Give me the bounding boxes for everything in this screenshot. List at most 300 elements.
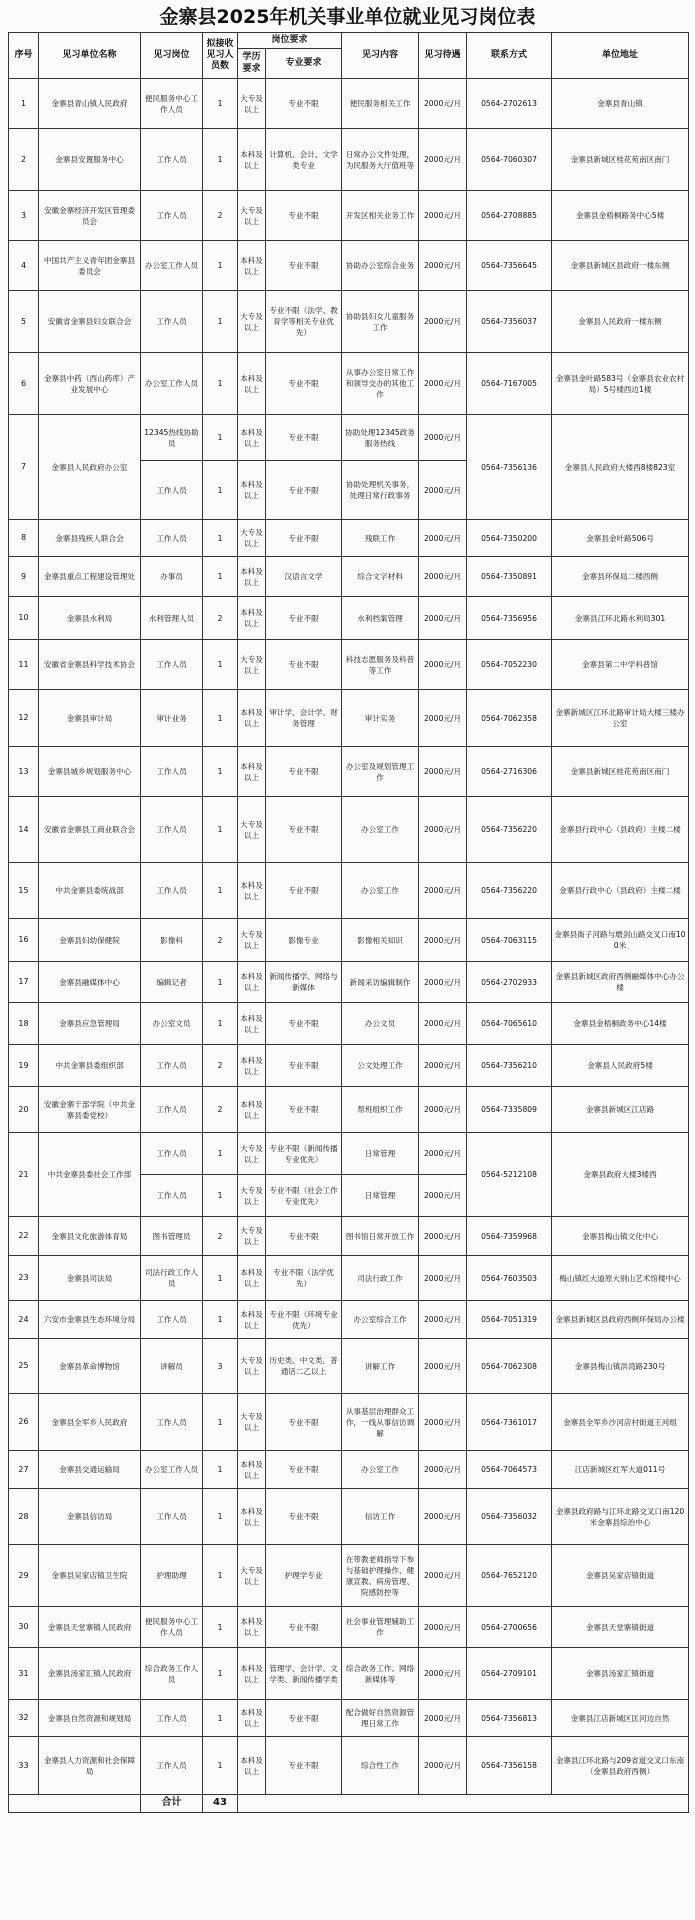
row-phone: 0564-2708885 xyxy=(467,191,552,241)
row-unit: 金寨县水利局 xyxy=(39,597,141,640)
row-no: 2 xyxy=(9,129,39,191)
row-count: 1 xyxy=(203,962,238,1003)
row-count: 1 xyxy=(203,640,238,690)
row-phone: 0564-7350200 xyxy=(467,520,552,557)
row-unit: 金寨县应急管理局 xyxy=(39,1003,141,1045)
row-address: 金寨县人民政府5楼 xyxy=(552,1045,689,1087)
row-phone: 0564-7359968 xyxy=(467,1217,552,1256)
row-phone: 0564-5212108 xyxy=(467,1133,552,1217)
row-post: 影像科 xyxy=(141,919,203,962)
row-pay: 2000元/月 xyxy=(419,1737,467,1795)
row-no: 9 xyxy=(9,557,39,597)
row-unit: 金寨县审计局 xyxy=(39,690,141,747)
row-edu: 大专及以上 xyxy=(238,797,266,863)
row-count: 1 xyxy=(203,797,238,863)
row-count: 1 xyxy=(203,1648,238,1700)
row-edu: 本科及以上 xyxy=(238,747,266,797)
row-unit: 中国共产主义青年团金寨县委员会 xyxy=(39,241,141,291)
row-post: 工作人员 xyxy=(141,863,203,919)
table-row xyxy=(9,1737,689,1795)
row-count: 1 xyxy=(203,1700,238,1737)
row-post: 工作人员 xyxy=(141,191,203,241)
table-row xyxy=(9,640,689,690)
row-edu: 大专及以上 xyxy=(238,291,266,353)
row-post: 办公室文员 xyxy=(141,1003,203,1045)
row-content: 图书馆日常开放工作 xyxy=(342,1217,419,1256)
row-post: 工作人员 xyxy=(141,129,203,191)
row-unit: 金寨县全军乡人民政府 xyxy=(39,1394,141,1451)
row-major: 专业不限 xyxy=(266,1394,342,1451)
row-no: 1 xyxy=(9,79,39,129)
table-row xyxy=(9,353,689,415)
row-major: 专业不限 xyxy=(266,1003,342,1045)
row-pay: 2000元/月 xyxy=(419,191,467,241)
row-major: 审计学、会计学、财务管理 xyxy=(266,690,342,747)
table-row xyxy=(9,797,689,863)
table-row xyxy=(9,863,689,919)
row-pay: 2000元/月 xyxy=(419,129,467,191)
row-pay: 2000元/月 xyxy=(419,962,467,1003)
row-major: 专业不限 xyxy=(266,191,342,241)
row-count: 1 xyxy=(203,557,238,597)
row-count: 1 xyxy=(203,690,238,747)
row-count: 1 xyxy=(203,241,238,291)
row-unit: 金寨县司法局 xyxy=(39,1256,141,1301)
row-count: 2 xyxy=(203,191,238,241)
row-pay: 2000元/月 xyxy=(419,557,467,597)
row-address: 金寨县天堂寨镇街道 xyxy=(552,1607,689,1648)
row-post: 图书管理员 xyxy=(141,1217,203,1256)
row-no: 5 xyxy=(9,291,39,353)
row-count: 3 xyxy=(203,1339,238,1394)
table-row xyxy=(9,1451,689,1489)
row-address: 金寨县梅山镇文化中心 xyxy=(552,1217,689,1256)
row-phone: 0564-7335809 xyxy=(467,1087,552,1133)
row-count: 1 xyxy=(203,747,238,797)
row-content: 协助处理12345政务服务热线 xyxy=(342,415,419,461)
row-post: 办公室工作人员 xyxy=(141,1451,203,1489)
row-post: 工作人员 xyxy=(141,1301,203,1339)
row-no: 19 xyxy=(9,1045,39,1087)
row-pay: 2000元/月 xyxy=(419,1045,467,1087)
header-phone: 联系方式 xyxy=(467,33,552,79)
row-count: 1 xyxy=(203,353,238,415)
row-phone: 0564-7065610 xyxy=(467,1003,552,1045)
row-phone: 0564-2702613 xyxy=(467,79,552,129)
row-no: 23 xyxy=(9,1256,39,1301)
table-row xyxy=(9,1339,689,1394)
row-major: 专业不限（新闻传播专业优先） xyxy=(266,1133,342,1175)
table-row xyxy=(9,747,689,797)
row-unit: 金寨县安置服务中心 xyxy=(39,129,141,191)
row-no: 14 xyxy=(9,797,39,863)
row-count: 2 xyxy=(203,597,238,640)
row-edu: 本科及以上 xyxy=(238,241,266,291)
row-address: 金寨县梅山镇洪湾路230号 xyxy=(552,1339,689,1394)
header-edu: 学历要求 xyxy=(238,49,266,79)
row-no: 11 xyxy=(9,640,39,690)
row-count: 2 xyxy=(203,919,238,962)
total-row xyxy=(9,1795,689,1813)
row-address: 金寨县人民政府大楼西8楼823室 xyxy=(552,415,689,520)
row-edu: 本科及以上 xyxy=(238,415,266,461)
row-edu: 大专及以上 xyxy=(238,79,266,129)
row-major: 专业不限 xyxy=(266,1217,342,1256)
page-title: 金寨县2025年机关事业单位就业见习岗位表 xyxy=(159,6,536,28)
row-unit: 安徽金寨经济开发区管理委员会 xyxy=(39,191,141,241)
row-post: 司法行政工作人员 xyxy=(141,1256,203,1301)
row-post: 工作人员 xyxy=(141,797,203,863)
row-post: 办事员 xyxy=(141,557,203,597)
row-pay: 2000元/月 xyxy=(419,1301,467,1339)
row-no: 30 xyxy=(9,1607,39,1648)
row-pay: 2000元/月 xyxy=(419,79,467,129)
row-content: 信访工作 xyxy=(342,1489,419,1545)
row-phone: 0564-7356136 xyxy=(467,415,552,520)
row-count: 1 xyxy=(203,1545,238,1607)
row-pay: 2000元/月 xyxy=(419,1451,467,1489)
header-content: 见习内容 xyxy=(342,33,419,79)
row-no: 31 xyxy=(9,1648,39,1700)
table-row xyxy=(9,1648,689,1700)
row-no: 10 xyxy=(9,597,39,640)
row-pay: 2000元/月 xyxy=(419,640,467,690)
row-edu: 本科及以上 xyxy=(238,1489,266,1545)
row-content: 日常办公文件处理，为民服务大厅值班等 xyxy=(342,129,419,191)
row-post: 工作人员 xyxy=(141,1175,203,1217)
row-phone: 0564-7356813 xyxy=(467,1700,552,1737)
row-major: 专业不限（环境专业优先） xyxy=(266,1301,342,1339)
row-post: 便民服务中心工作人员 xyxy=(141,79,203,129)
row-post: 工作人员 xyxy=(141,747,203,797)
row-edu: 大专及以上 xyxy=(238,640,266,690)
table-row xyxy=(9,291,689,353)
row-phone: 0564-7064573 xyxy=(467,1451,552,1489)
header-major: 专业要求 xyxy=(266,49,342,79)
row-address: 梅山镇红大道原大别山艺术馆楼中心 xyxy=(552,1256,689,1301)
row-edu: 本科及以上 xyxy=(238,1003,266,1045)
row-major: 专业不限 xyxy=(266,1737,342,1795)
row-count: 1 xyxy=(203,863,238,919)
row-no: 21 xyxy=(9,1133,39,1217)
row-content: 社会事业管理辅助工作 xyxy=(342,1607,419,1648)
row-edu: 大专及以上 xyxy=(238,1339,266,1394)
header-unit: 见习单位名称 xyxy=(39,33,141,79)
row-phone: 0564-7652120 xyxy=(467,1545,552,1607)
row-address: 金寨县吴家店镇街道 xyxy=(552,1545,689,1607)
row-phone: 0564-7063115 xyxy=(467,919,552,962)
row-edu: 大专及以上 xyxy=(238,191,266,241)
row-phone: 0564-7167005 xyxy=(467,353,552,415)
row-edu: 本科及以上 xyxy=(238,1607,266,1648)
row-content: 协助县妇女儿童服务工作 xyxy=(342,291,419,353)
row-phone: 0564-7356220 xyxy=(467,797,552,863)
row-post: 便民服务中心工作人员 xyxy=(141,1607,203,1648)
row-edu: 大专及以上 xyxy=(238,1394,266,1451)
row-phone: 0564-7356037 xyxy=(467,291,552,353)
table-row xyxy=(9,79,689,129)
row-address: 金寨县政府路与江环北路交叉口南120米金寨县综治中心 xyxy=(552,1489,689,1545)
row-major: 专业不限 xyxy=(266,747,342,797)
row-content: 办公室工作 xyxy=(342,1451,419,1489)
table-row xyxy=(9,415,689,461)
table-row xyxy=(9,1045,689,1087)
row-no: 25 xyxy=(9,1339,39,1394)
table-row xyxy=(9,597,689,640)
row-post: 工作人员 xyxy=(141,1394,203,1451)
row-unit: 金寨县妇幼保健院 xyxy=(39,919,141,962)
row-count: 1 xyxy=(203,129,238,191)
row-post: 工作人员 xyxy=(141,461,203,520)
row-phone: 0564-7603503 xyxy=(467,1256,552,1301)
row-content: 综合文字材料 xyxy=(342,557,419,597)
row-unit: 中共金寨县委组织部 xyxy=(39,1045,141,1087)
row-major: 专业不限（社会工作专业优先） xyxy=(266,1175,342,1217)
row-no: 29 xyxy=(9,1545,39,1607)
row-major: 管理学、会计学、文学类、新闻传播学类 xyxy=(266,1648,342,1700)
row-pay: 2000元/月 xyxy=(419,1133,467,1175)
row-pay: 2000元/月 xyxy=(419,1607,467,1648)
row-no: 13 xyxy=(9,747,39,797)
row-count: 1 xyxy=(203,1133,238,1175)
row-major: 新闻传播学、网络与新媒体 xyxy=(266,962,342,1003)
row-count: 2 xyxy=(203,1045,238,1087)
row-content: 办公室工作 xyxy=(342,797,419,863)
row-phone: 0564-7356645 xyxy=(467,241,552,291)
row-major: 专业不限 xyxy=(266,241,342,291)
row-no: 24 xyxy=(9,1301,39,1339)
row-major: 专业不限 xyxy=(266,1489,342,1545)
table-row xyxy=(9,1700,689,1737)
table-row xyxy=(9,962,689,1003)
header-post: 见习岗位 xyxy=(141,33,203,79)
row-count: 1 xyxy=(203,1737,238,1795)
row-edu: 本科及以上 xyxy=(238,597,266,640)
row-edu: 本科及以上 xyxy=(238,1737,266,1795)
row-edu: 本科及以上 xyxy=(238,557,266,597)
row-edu: 本科及以上 xyxy=(238,962,266,1003)
row-content: 残联工作 xyxy=(342,520,419,557)
row-count: 2 xyxy=(203,1217,238,1256)
row-content: 新闻采访编辑制作 xyxy=(342,962,419,1003)
row-no: 6 xyxy=(9,353,39,415)
header-address: 单位地址 xyxy=(552,33,689,79)
row-phone: 0564-7361017 xyxy=(467,1394,552,1451)
row-count: 1 xyxy=(203,1003,238,1045)
row-pay: 2000元/月 xyxy=(419,1545,467,1607)
row-major: 专业不限 xyxy=(266,520,342,557)
row-count: 1 xyxy=(203,1256,238,1301)
row-unit: 金寨县城乡规划服务中心 xyxy=(39,747,141,797)
row-content: 司法行政工作 xyxy=(342,1256,419,1301)
row-address: 金寨县江环北路与209省道交叉口东南（金寨县政府西侧） xyxy=(552,1737,689,1795)
row-phone: 0564-7060307 xyxy=(467,129,552,191)
row-post: 工作人员 xyxy=(141,520,203,557)
row-content: 影像相关知识 xyxy=(342,919,419,962)
row-major: 影像专业 xyxy=(266,919,342,962)
row-count: 1 xyxy=(203,1489,238,1545)
row-no: 18 xyxy=(9,1003,39,1045)
row-major: 护理学专业 xyxy=(266,1545,342,1607)
table-row xyxy=(9,1256,689,1301)
row-content: 便民服务相关工作 xyxy=(342,79,419,129)
row-post: 工作人员 xyxy=(141,1737,203,1795)
row-content: 办公室工作 xyxy=(342,863,419,919)
row-no: 32 xyxy=(9,1700,39,1737)
row-unit: 金寨县天堂寨镇人民政府 xyxy=(39,1607,141,1648)
row-post: 审计业务 xyxy=(141,690,203,747)
row-pay: 2000元/月 xyxy=(419,1256,467,1301)
row-major: 专业不限 xyxy=(266,1087,342,1133)
row-content: 讲解工作 xyxy=(342,1339,419,1394)
row-count: 1 xyxy=(203,291,238,353)
row-no: 4 xyxy=(9,241,39,291)
row-edu: 本科及以上 xyxy=(238,1087,266,1133)
row-no: 15 xyxy=(9,863,39,919)
row-content: 帮班组织工作 xyxy=(342,1087,419,1133)
row-address: 金寨县全军乡沙河店村街道王河组 xyxy=(552,1394,689,1451)
row-unit: 中共金寨县委统战部 xyxy=(39,863,141,919)
row-major: 历史类、中文类，普通话二乙以上 xyxy=(266,1339,342,1394)
row-unit: 安徽省金寨县科学技术协会 xyxy=(39,640,141,690)
row-edu: 大专及以上 xyxy=(238,1545,266,1607)
row-unit: 金寨县重点工程建设管理处 xyxy=(39,557,141,597)
row-post: 工作人员 xyxy=(141,1045,203,1087)
row-unit: 安徽省金寨县工商业联合会 xyxy=(39,797,141,863)
row-major: 专业不限 xyxy=(266,1045,342,1087)
row-post: 工作人员 xyxy=(141,1700,203,1737)
row-count: 1 xyxy=(203,1607,238,1648)
row-post: 工作人员 xyxy=(141,1489,203,1545)
row-edu: 本科及以上 xyxy=(238,1648,266,1700)
row-address: 金寨县新城区江店路 xyxy=(552,1087,689,1133)
row-no: 12 xyxy=(9,690,39,747)
row-pay: 2000元/月 xyxy=(419,1087,467,1133)
row-address: 金寨县新城区桂花苑南区南门 xyxy=(552,129,689,191)
row-address: 金寨县政府大楼3楼西 xyxy=(552,1133,689,1217)
table-row xyxy=(9,241,689,291)
row-count: 1 xyxy=(203,1394,238,1451)
row-unit: 六安市金寨县生态环境分局 xyxy=(39,1301,141,1339)
row-major: 汉语言文学 xyxy=(266,557,342,597)
row-address: 金寨县新城区桂花苑南区南门 xyxy=(552,747,689,797)
header-requirements: 岗位要求 xyxy=(238,33,342,49)
row-pay: 2000元/月 xyxy=(419,747,467,797)
row-unit: 金寨县革命博物馆 xyxy=(39,1339,141,1394)
header-pay: 见习待遇 xyxy=(419,33,467,79)
row-major: 专业不限（法学、教育学等相关专业优先） xyxy=(266,291,342,353)
row-pay: 2000元/月 xyxy=(419,597,467,640)
row-major: 专业不限 xyxy=(266,1607,342,1648)
row-unit: 安徽金寨干部学院（中共金寨县委党校） xyxy=(39,1087,141,1133)
row-phone: 0564-7062308 xyxy=(467,1339,552,1394)
row-content: 日常管理 xyxy=(342,1133,419,1175)
row-pay: 2000元/月 xyxy=(419,1700,467,1737)
row-pay: 2000元/月 xyxy=(419,241,467,291)
row-count: 1 xyxy=(203,1175,238,1217)
row-no: 16 xyxy=(9,919,39,962)
row-edu: 大专及以上 xyxy=(238,520,266,557)
row-edu: 本科及以上 xyxy=(238,353,266,415)
table-row xyxy=(9,1301,689,1339)
row-post: 讲解员 xyxy=(141,1339,203,1394)
row-major: 专业不限 xyxy=(266,79,342,129)
row-no: 3 xyxy=(9,191,39,241)
row-post: 工作人员 xyxy=(141,291,203,353)
row-pay: 2000元/月 xyxy=(419,1394,467,1451)
row-post: 编辑记者 xyxy=(141,962,203,1003)
row-edu: 大专及以上 xyxy=(238,1133,266,1175)
row-address: 金寨县行政中心（县政府）主楼二楼 xyxy=(552,863,689,919)
row-major: 专业不限（法学优先） xyxy=(266,1256,342,1301)
row-content: 从事办公室日常工作和领导交办的其他工作 xyxy=(342,353,419,415)
row-pay: 2000元/月 xyxy=(419,797,467,863)
row-address: 金寨县新城区县政府一楼东侧 xyxy=(552,241,689,291)
row-major: 专业不限 xyxy=(266,353,342,415)
row-post: 12345热线协助员 xyxy=(141,415,203,461)
row-unit: 金寨县吴家店镇卫生院 xyxy=(39,1545,141,1607)
row-pay: 2000元/月 xyxy=(419,919,467,962)
row-edu: 本科及以上 xyxy=(238,1700,266,1737)
row-content: 水利档案管理 xyxy=(342,597,419,640)
header-count: 拟接收见习人员数 xyxy=(203,33,238,79)
row-major: 专业不限 xyxy=(266,597,342,640)
row-phone: 0564-7356032 xyxy=(467,1489,552,1545)
row-major: 专业不限 xyxy=(266,1451,342,1489)
row-post: 护理助理 xyxy=(141,1545,203,1607)
row-phone: 0564-2700656 xyxy=(467,1607,552,1648)
row-address: 金寨县金叶路506号 xyxy=(552,520,689,557)
row-count: 1 xyxy=(203,79,238,129)
row-major: 专业不限 xyxy=(266,461,342,520)
row-unit: 安徽省金寨县妇女联合会 xyxy=(39,291,141,353)
table-row xyxy=(9,1489,689,1545)
row-edu: 大专及以上 xyxy=(238,919,266,962)
row-address: 金寨县人民政府一楼东侧 xyxy=(552,291,689,353)
row-post: 工作人员 xyxy=(141,1087,203,1133)
row-content: 综合政务工作、网络新媒体等 xyxy=(342,1648,419,1700)
row-content: 科技志愿服务及科普等工作 xyxy=(342,640,419,690)
row-no: 33 xyxy=(9,1737,39,1795)
row-major: 计算机、会计、文学类专业 xyxy=(266,129,342,191)
row-edu: 本科及以上 xyxy=(238,690,266,747)
row-address: 金寨县行政中心（县政府）主楼二楼 xyxy=(552,797,689,863)
row-unit: 金寨县融媒体中心 xyxy=(39,962,141,1003)
row-address: 江店新城区红军大道011号 xyxy=(552,1451,689,1489)
table-row xyxy=(9,520,689,557)
row-unit: 金寨县文化旅游体育局 xyxy=(39,1217,141,1256)
row-no: 28 xyxy=(9,1489,39,1545)
row-unit: 中共金寨县委社会工作部 xyxy=(39,1133,141,1217)
row-content: 在带教老师指导下参与基础护理操作、健康宣教、病房管理、院感防控等 xyxy=(342,1545,419,1607)
row-address: 金寨县江店新城区匡河边自然 xyxy=(552,1700,689,1737)
row-phone: 0564-7356158 xyxy=(467,1737,552,1795)
row-post: 办公室工作人员 xyxy=(141,241,203,291)
row-content: 综合性工作 xyxy=(342,1737,419,1795)
row-count: 1 xyxy=(203,520,238,557)
row-phone: 0564-2716306 xyxy=(467,747,552,797)
row-edu: 本科及以上 xyxy=(238,461,266,520)
row-unit: 金寨县残疾人联合会 xyxy=(39,520,141,557)
row-pay: 2000元/月 xyxy=(419,1648,467,1700)
row-major: 专业不限 xyxy=(266,863,342,919)
total-label: 合计 xyxy=(141,1795,203,1813)
table-row xyxy=(9,1545,689,1607)
row-count: 1 xyxy=(203,1451,238,1489)
row-pay: 2000元/月 xyxy=(419,353,467,415)
row-unit: 金寨县汤家汇镇人民政府 xyxy=(39,1648,141,1700)
row-pay: 2000元/月 xyxy=(419,461,467,520)
